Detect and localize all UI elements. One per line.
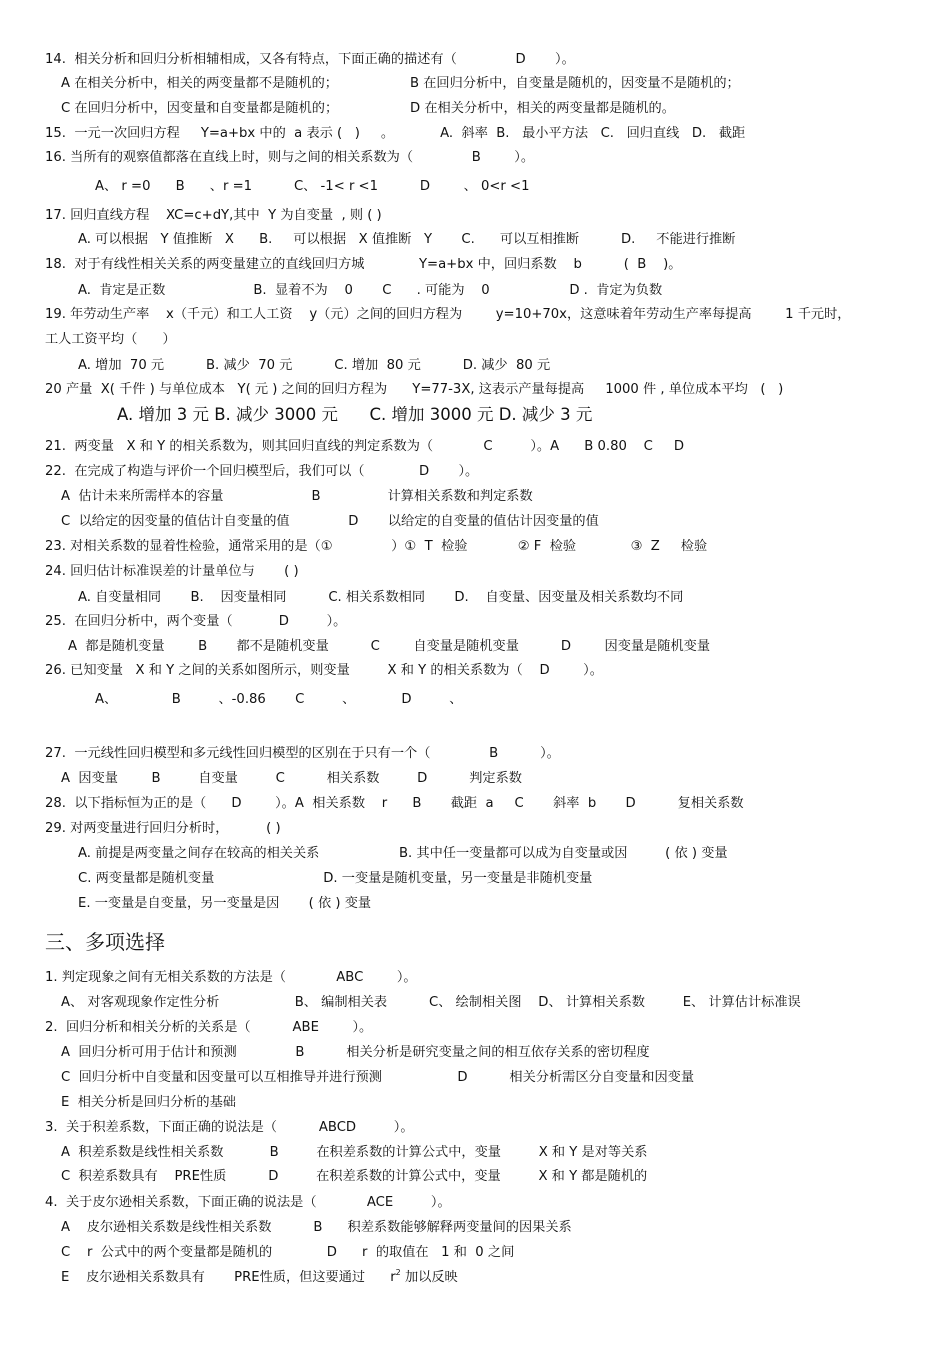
option-14-d: D 在相关分析中，相关的两变量都是随机的。: [410, 101, 675, 116]
multi-options-4-ab: A 皮尔逊相关系数是线性相关系数 B 积差系数能够解释两变量间的因果关系: [61, 1220, 572, 1235]
section-heading: 三、多项选择: [45, 930, 165, 954]
question-14: 14. 相关分析和回归分析相辅相成，又各有特点，下面正确的描述有（ D ）。: [45, 52, 575, 67]
question-17: 17. 回归直线方程 XC=c+dY,其中 Y 为自变量 , 则 ( ): [45, 208, 382, 223]
superscript-2: 2: [395, 1268, 401, 1277]
options-18: A. 肯定是正数 B. 显着不为 0 C . 可能为 0 D . 肯定为负数: [78, 283, 663, 298]
question-25: 25. 在回归分析中，两个变量（ D ）。: [45, 614, 347, 629]
multi-options-3-cd: C 积差系数具有 PRE性质 D 在积差系数的计算公式中，变量 X 和 Y 都是随机的: [61, 1169, 648, 1184]
multi-options-4-cd: C r 公式中的两个变量都是随机的 D r 的取值在 1 和 0 之间: [61, 1245, 515, 1260]
options-20: A. 增加 3 元 B. 减少 3000 元 C. 增加 3000 元 D. 减少 3 元: [117, 405, 593, 424]
options-24: A. 自变量相同 B. 因变量相同 C. 相关系数相同 D. 自变量、因变量及相关系数均不同: [78, 590, 684, 605]
question-21: 21. 两变量 X 和 Y 的相关系数为，则其回归直线的判定系数为（ C ）。A B 0.80 C D: [45, 439, 684, 454]
question-19: 19. 年劳动生产率 x（千元）和工人工资 y（元）之间的回归方程为 y=10+70x，这意味着年劳动生产率每提高 1 千元时，: [45, 307, 851, 322]
multi-option-2-e: E 相关分析是回归分析的基础: [61, 1095, 236, 1110]
options-29-ab: A. 前提是两变量之间存在较高的相关关系 B. 其中任一变量都可以成为自变量或因 ( 依 ) 变量: [78, 846, 728, 861]
options-22-ab: A 估计未来所需样本的容量 B 计算相关系数和判定系数: [61, 489, 533, 504]
options-27: A 因变量 B 自变量 C 相关系数 D 判定系数: [61, 771, 522, 786]
question-20: 20 产量 X( 千件 ) 与单位成本 Y( 元 ) 之间的回归方程为 Y=77-3X, 这表示产量每提高 1000 件 , 单位成本平均 ( ): [45, 382, 784, 397]
option-14-c: C 在回归分析中，因变量和自变量都是随机的；: [61, 101, 339, 116]
options-29-cd: C. 两变量都是随机变量 D. 一变量是随机变量，另一变量是非随机变量: [78, 871, 593, 886]
question-29: 29. 对两变量进行回归分析时， ( ): [45, 821, 281, 836]
multi-options-2-ab: A 回归分析可用于估计和预测 B 相关分析是研究变量之间的相互依存关系的密切程度: [61, 1045, 650, 1060]
options-19: A. 增加 70 元 B. 减少 70 元 C. 增加 80 元 D. 减少 80 元: [78, 358, 551, 373]
question-27: 27. 一元线性回归模型和多元线性回归模型的区别在于只有一个（ B ）。: [45, 746, 560, 761]
option-14-b: B 在回归分析中，自变量是随机的，因变量不是随机的；: [410, 76, 740, 91]
option-29-e: E. 一变量是自变量，另一变量是因 ( 依 ) 变量: [78, 896, 372, 911]
options-17: A. 可以根据 Y 值推断 X B. 可以根据 X 值推断 Y C. 可以互相推断 D. 不能进行推断: [78, 232, 736, 247]
options-25: A 都是随机变量 B 都不是随机变量 C 自变量是随机变量 D 因变量是随机变量: [68, 639, 711, 654]
option-e-tail: 加以反映: [400, 1270, 458, 1285]
multi-option-4-e: [61, 1269, 458, 1287]
multi-question-2: 2. 回归分析和相关分析的关系是（ ABE ）。: [45, 1020, 373, 1035]
question-16: 16. 当所有的观察值都落在直线上时，则与之间的相关系数为（ B ）。: [45, 150, 535, 165]
option-14-a: A 在相关分析中，相关的两变量都不是随机的；: [61, 76, 338, 91]
multi-options-3-ab: A 积差系数是线性相关系数 B 在积差系数的计算公式中，变量 X 和 Y 是对等关系: [61, 1145, 648, 1160]
multi-question-4: 4. 关于皮尔逊相关系数，下面正确的说法是（ ACE ）。: [45, 1195, 451, 1210]
question-23: 23. 对相关系数的显着性检验，通常采用的是（① ）① T 检验 ② F 检验 ③ Z 检验: [45, 539, 708, 554]
question-28: 28. 以下指标恒为正的是（ D ）。A 相关系数 r B 截距 a C 斜率 b D 复相关系数: [45, 796, 744, 811]
options-22-cd: C 以给定的因变量的值估计自变量的值 D 以给定的自变量的值估计因变量的值: [61, 514, 599, 529]
multi-question-3: 3. 关于积差系数，下面正确的说法是（ ABCD ）。: [45, 1120, 414, 1135]
options-26: A、 B 、-0.86 C 、 D 、: [95, 692, 463, 707]
multi-question-1: 1. 判定现象之间有无相关系数的方法是（ ABC ）。: [45, 970, 417, 985]
question-19-cont: 工人工资平均（ ）: [45, 332, 176, 347]
multi-options-1: A、 对客观现象作定性分析 B、 编制相关表 C、 绘制相关图 D、 计算相关系数 E、 计算估计标准误: [61, 995, 801, 1010]
question-22: 22. 在完成了构造与评价一个回归模型后，我们可以（ D ）。: [45, 464, 479, 479]
options-16: A、 r =0 B 、r =1 C、 -1< r <1 D 、 0<r <1: [95, 179, 530, 194]
question-15: 15. 一元一次回归方程 Y=a+bx 中的 a 表示 ( ) 。 A. 斜率 B. 最小平方法 C. 回归直线 D. 截距: [45, 126, 746, 141]
question-24: 24. 回归估计标准误差的计量单位与 ( ): [45, 564, 299, 579]
option-e-text: E 皮尔逊相关系数具有 PRE性质，但这要通过 r: [61, 1270, 396, 1285]
multi-options-2-cd: C 回归分析中自变量和因变量可以互相推导并进行预测 D 相关分析需区分自变量和因变量: [61, 1070, 695, 1085]
question-18: 18. 对于有线性相关关系的两变量建立的直线回归方城 Y=a+bx 中，回归系数 b ( B )。: [45, 257, 682, 272]
question-26: 26. 已知变量 X 和 Y 之间的关系如图所示，则变量 X 和 Y 的相关系数为（ D ）。: [45, 663, 603, 678]
